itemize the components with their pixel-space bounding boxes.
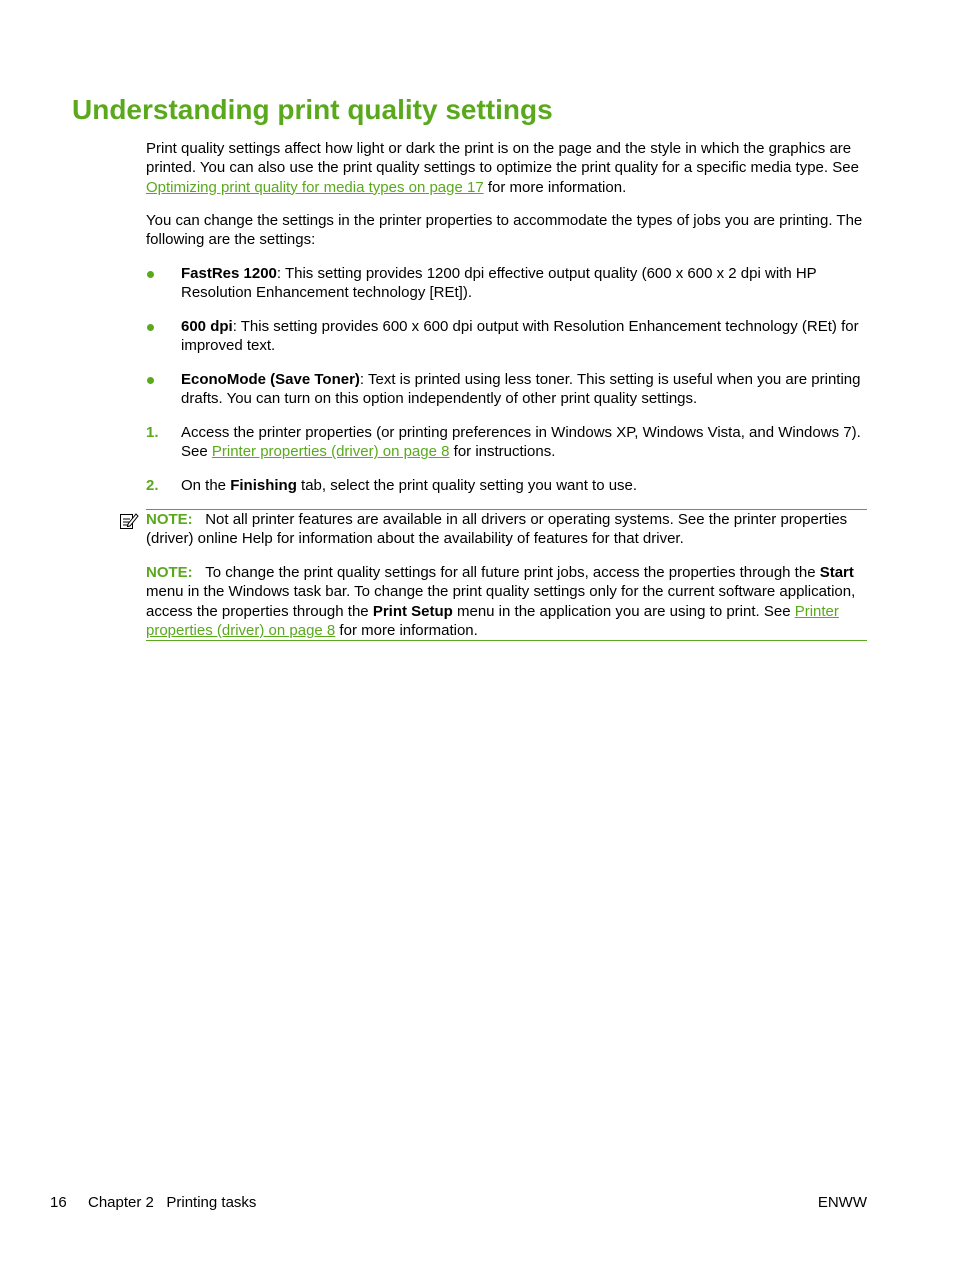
link-printer-properties[interactable]: Printer properties (driver) on page 8 — [146, 602, 839, 639]
note-bottom-rule — [146, 640, 867, 641]
step-text-after: tab, select the print quality setting you want to use. — [296, 477, 638, 494]
link-printer-properties[interactable]: Printer properties (driver) on page 8 — [211, 443, 450, 461]
bullet-description: : Text is printed using less toner. This setting is useful when you are printing drafts. You can turn on this option independently of other print quality settings. — [181, 371, 861, 408]
note-label: NOTE: — [146, 511, 193, 528]
step-number: 2. — [146, 477, 159, 494]
bullet-item-fastres — [181, 264, 869, 303]
intro-text-after: for more information. — [483, 178, 627, 196]
bullet-dot — [147, 271, 154, 278]
note-text: menu in the application you are using to print. See — [452, 602, 795, 620]
note-label: NOTE: — [146, 564, 193, 581]
note-text: for more information. — [335, 621, 478, 639]
footer-enww: ENWW — [817, 1194, 867, 1211]
bullet-term: 600 dpi — [181, 318, 233, 335]
note-bold-term: Print Setup — [372, 602, 453, 620]
note-text: menu in the Windows task bar. To change the print quality settings only for the current software application, access the properties through the — [146, 583, 856, 620]
note-text: To change the print quality settings for all future print jobs, access the properties through the — [205, 564, 820, 581]
bullet-description: : This setting provides 600 x 600 dpi output with Resolution Enhancement technology (REt) for improved text. — [181, 318, 859, 355]
link-optimizing-print-quality[interactable]: Optimizing print quality for media types on page 17 — [146, 178, 484, 196]
step-text-before: Access the printer properties (or printing preferences in Windows XP, Windows Vista, and Windows 7). See — [181, 424, 861, 461]
intro-paragraph — [146, 139, 868, 197]
note-2 — [146, 563, 868, 640]
step-number: 1. — [146, 424, 159, 441]
footer-chapter: Chapter 2 Printing tasks — [88, 1194, 257, 1211]
bullet-description: : This setting provides 1200 dpi effective output quality (600 x 600 x 2 dpi with HP Resolution Enhancement technology [REt]). — [181, 265, 817, 302]
step-bold-term: Finishing — [230, 477, 297, 494]
bullet-term: FastRes 1200 — [181, 265, 277, 282]
bullet-term: EconoMode (Save Toner) — [181, 371, 360, 388]
bullet-dot — [147, 377, 154, 384]
note-text: Not all printer features are available in all drivers or operating systems. See the printer properties (driver) online Help for information about the availability of features for that driver. — [146, 511, 848, 548]
step-text-before: On the — [181, 477, 231, 494]
footer-page-number: 16 — [50, 1194, 67, 1211]
intro-text-before: Print quality settings affect how light or dark the print is on the page and the style in which the graphics are printed. You can also use the print quality settings to optimize the print quality for a specific media type. See — [146, 140, 859, 177]
step-2-text — [181, 476, 869, 495]
note-1 — [146, 510, 868, 549]
bullet-item-600dpi — [181, 317, 869, 356]
page-title: Understanding print quality settings — [72, 94, 553, 125]
step-1-text — [181, 423, 869, 462]
settings-intro-paragraph: You can change the settings in the printer properties to accommodate the types of jobs you are printing. The following are the settings: — [146, 212, 863, 249]
step-text-after: for instructions. — [449, 443, 556, 461]
bullet-item-economode — [181, 370, 869, 409]
note-pencil-icon — [119, 511, 139, 531]
bullet-dot — [147, 324, 154, 331]
note-bold-term: Start — [819, 564, 854, 581]
